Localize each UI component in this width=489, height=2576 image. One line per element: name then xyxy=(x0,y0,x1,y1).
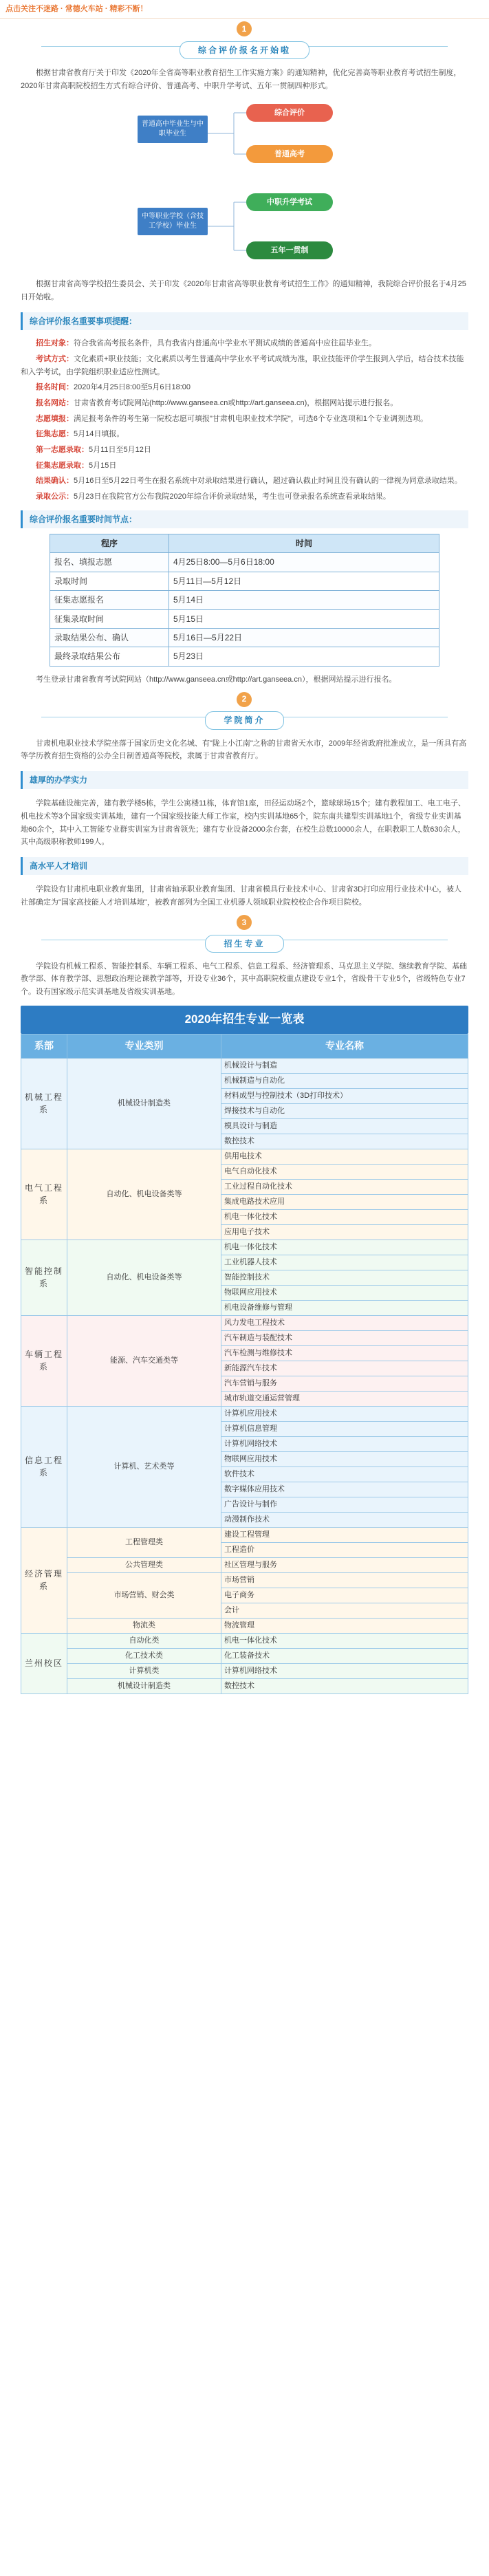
category-cell: 计算机、艺术类等 xyxy=(67,1406,221,1527)
major-cell: 计算机信息管理 xyxy=(221,1421,468,1436)
schedule-row xyxy=(50,572,439,590)
section-title: 招生专业 xyxy=(205,935,283,953)
flow-source-vocational: 中等职业学校（含技工学校）毕业生 xyxy=(138,208,208,235)
majors-row xyxy=(21,1663,468,1678)
majors-row xyxy=(21,1315,468,1330)
schedule-row xyxy=(50,591,439,609)
section-header-1 xyxy=(0,19,489,64)
reminder-value: 2020年4月25日8:00至5月6日18:00 xyxy=(74,383,191,392)
dept-cell: 车辆工程系 xyxy=(21,1315,67,1406)
majors-row xyxy=(21,1240,468,1255)
major-cell: 数控技术 xyxy=(221,1134,468,1149)
major-cell: 计算机网络技术 xyxy=(221,1436,468,1451)
major-cell: 供用电技术 xyxy=(221,1149,468,1164)
major-cell: 机械设计与制造 xyxy=(221,1058,468,1073)
major-cell: 集成电路技术应用 xyxy=(221,1194,468,1209)
section-number: 2 xyxy=(237,692,252,707)
subheading-talent: 高水平人才培训 xyxy=(21,857,468,875)
reminder-value: 5月23日在我院官方公布我院2020年综合评价录取结果，考生也可登录报名系统查看录取结果。 xyxy=(74,493,391,501)
major-cell: 物联网应用技术 xyxy=(221,1451,468,1466)
majors-table-title: 2020年招生专业一览表 xyxy=(21,1006,468,1034)
schedule-step: 报名、填报志愿 xyxy=(50,553,169,572)
flow-path-gaokao: 普通高考 xyxy=(246,145,333,163)
section-header-3 xyxy=(0,912,489,957)
reminder-item xyxy=(0,380,489,396)
major-cell: 动漫制作技术 xyxy=(221,1512,468,1527)
reminder-key: 报名时间： xyxy=(36,383,74,392)
category-cell: 自动化、机电设备类等 xyxy=(67,1240,221,1315)
major-cell: 建设工程管理 xyxy=(221,1527,468,1542)
reminder-item xyxy=(0,473,489,489)
reminder-key: 第一志愿录取： xyxy=(36,445,89,454)
schedule-time: 5月16日—5月22日 xyxy=(169,629,439,647)
major-cell: 工程造价 xyxy=(221,1542,468,1557)
schedule-row xyxy=(50,647,439,666)
majors-row xyxy=(21,1527,468,1542)
major-cell: 电子商务 xyxy=(221,1588,468,1603)
major-cell: 数字媒体应用技术 xyxy=(221,1482,468,1497)
majors-row xyxy=(21,1633,468,1648)
major-cell: 焊接技术与自动化 xyxy=(221,1103,468,1118)
flow-path-five-year: 五年一贯制 xyxy=(246,241,333,259)
strength-paragraph: 学院基础设施完善，建有教学楼5栋，学生公寓楼11栋，体育馆1座，田径运动场2个，篮球球场15个；建有教程加工、电工电子、机电技术等3个国家级实训基地，建有一个国家级技能大师工作室，校内实训基地65个，院东南共建型实训基地1个，省级专业实训基地60余个，其中入工智能专业群实训室为甘肃省领先；建有专业设备2000余台套，在校生总数10000余人，在职教职工人数630余人，其中高级职称教师199人。 xyxy=(21,799,466,847)
category-cell: 机械设计制造类 xyxy=(67,1678,221,1693)
category-cell: 机械设计制造类 xyxy=(67,1058,221,1149)
reminder-value: 甘肃省教育考试院网站(http://www.ganseea.cn或http://art.ganseea.cn)，根据网站提示进行报名。 xyxy=(74,398,398,407)
major-cell: 化工装备技术 xyxy=(221,1648,468,1663)
intro-paragraph-2: 根据甘肃省高等学校招生委员会、关于印发《2020年甘肃省高等职业教育考试招生工作》的通知精神，我院综合评价报名于4月25日开始啦。 xyxy=(21,280,466,302)
reminder-key: 招生对象： xyxy=(36,339,74,348)
major-cell: 软件技术 xyxy=(221,1466,468,1482)
reminder-list xyxy=(0,336,489,505)
section-number: 3 xyxy=(237,915,252,930)
major-cell: 材料成型与控制技术（3D打印技术） xyxy=(221,1088,468,1103)
majors-row xyxy=(21,1618,468,1633)
major-cell: 城市轨道交通运营管理 xyxy=(221,1391,468,1406)
schedule-step: 征集录取时间 xyxy=(50,609,169,628)
dept-cell: 兰州校区 xyxy=(21,1633,67,1693)
major-cell: 汽车检测与维修技术 xyxy=(221,1345,468,1361)
schedule-step: 征集志愿报名 xyxy=(50,591,169,609)
major-cell: 应用电子技术 xyxy=(221,1224,468,1240)
reminder-key: 征集志愿： xyxy=(36,430,74,439)
major-cell: 工业过程自动化技术 xyxy=(221,1179,468,1194)
schedule-table xyxy=(50,534,439,667)
reminder-key: 征集志愿录取： xyxy=(36,461,89,470)
talent-paragraph: 学院设有甘肃机电职业教育集团，甘肃省轴承职业教育集团、甘肃省模具行业技术中心、甘肃省3D打印应用行业技术中心，被人社部确定为"国家高技能人才培训基地"，被教育部列为全国工业机器人领域职业院校校企合作项目院校。 xyxy=(21,885,462,907)
flow-connectors xyxy=(0,99,489,271)
reminder-key: 志愿填报： xyxy=(36,414,74,423)
intro-paragraph: 根据甘肃省教育厅关于印发《2020年全省高等职业教育招生工作实施方案》的通知精神，优化完善高等职业教育考试招生制度，2020年甘肃高职院校招生方式有综合评价、普通高考、中职升学考试、五年一贯制四种形式。 xyxy=(21,69,461,90)
majors-row xyxy=(21,1648,468,1663)
reminder-item xyxy=(0,458,489,474)
schedule-header: 程序 xyxy=(50,534,169,553)
major-cell: 新能源汽车技术 xyxy=(221,1361,468,1376)
majors-row xyxy=(21,1149,468,1164)
majors-row xyxy=(21,1058,468,1073)
major-cell: 汽车营销与服务 xyxy=(221,1376,468,1391)
schedule-row xyxy=(50,609,439,628)
reminder-item xyxy=(0,442,489,458)
major-cell: 社区管理与服务 xyxy=(221,1557,468,1572)
reminder-value: 5月11日至5月12日 xyxy=(89,445,151,454)
flow-path-comprehensive: 综合评价 xyxy=(246,104,333,122)
category-cell: 工程管理类 xyxy=(67,1527,221,1557)
category-cell: 自动化类 xyxy=(67,1633,221,1648)
dept-cell: 机械工程系 xyxy=(21,1058,67,1149)
major-cell: 物联网应用技术 xyxy=(221,1285,468,1300)
major-cell: 机械制造与自动化 xyxy=(221,1073,468,1088)
major-cell: 物流管理 xyxy=(221,1618,468,1633)
major-cell: 计算机网络技术 xyxy=(221,1663,468,1678)
flow-source-highschool: 普通高中毕业生与中职毕业生 xyxy=(138,116,208,143)
category-cell: 化工技术类 xyxy=(67,1648,221,1663)
dept-cell: 信息工程系 xyxy=(21,1406,67,1527)
majors-row xyxy=(21,1678,468,1693)
schedule-step: 录取时间 xyxy=(50,572,169,590)
reminder-value: 5月15日 xyxy=(89,461,117,470)
reminder-item xyxy=(0,426,489,442)
category-cell: 物流类 xyxy=(67,1618,221,1633)
reminder-item xyxy=(0,396,489,411)
major-cell: 风力发电工程技术 xyxy=(221,1315,468,1330)
category-cell: 计算机类 xyxy=(67,1663,221,1678)
major-cell: 会计 xyxy=(221,1603,468,1618)
dept-cell: 智能控制系 xyxy=(21,1240,67,1315)
category-cell: 能源、汽车交通类等 xyxy=(67,1315,221,1406)
dept-cell: 经济管理系 xyxy=(21,1527,67,1633)
schedule-row xyxy=(50,629,439,647)
reminder-value: 满足报考条件的考生第一院校志愿可填报"甘肃机电职业技术学院"，可选6个专业选项和1个专业调剂选项。 xyxy=(74,414,428,423)
schedule-time: 5月23日 xyxy=(169,647,439,666)
enrollment-flow-diagram xyxy=(0,99,489,271)
major-cell: 模具设计与制造 xyxy=(221,1118,468,1134)
major-cell: 电气自动化技术 xyxy=(221,1164,468,1179)
subheading-strength: 雄厚的办学实力 xyxy=(21,771,468,789)
top-banner: 点击关注不迷路 · 常德火车站 · 精彩不断！ xyxy=(0,0,489,19)
major-cell: 市场营销 xyxy=(221,1572,468,1588)
schedule-time: 4月25日8:00—5月6日18:00 xyxy=(169,553,439,572)
major-cell: 汽车制造与装配技术 xyxy=(221,1330,468,1345)
category-cell: 自动化、机电设备类等 xyxy=(67,1149,221,1240)
subheading-reminders: 综合评价报名重要事项提醒： xyxy=(21,312,468,330)
section-number: 1 xyxy=(237,21,252,36)
reminder-key: 报名网站： xyxy=(36,398,74,407)
reminder-value: 5月16日至5月22日考生在报名系统中对录取结果进行确认，超过确认截止时间且没有确认的一律视为同意录取结果。 xyxy=(74,477,462,486)
major-cell: 智能控制技术 xyxy=(221,1270,468,1285)
schedule-step: 录取结果公布、确认 xyxy=(50,629,169,647)
schedule-time: 5月11日—5月12日 xyxy=(169,572,439,590)
major-cell: 计算机应用技术 xyxy=(221,1406,468,1421)
schedule-note: 考生登录甘肃省教育考试院网站（http://www.ganseea.cn或http://art.ganseea.cn），根据网站提示进行报名。 xyxy=(36,675,397,684)
reminder-value: 文化素质+职业技能；文化素质以考生普通高中学业水平考试成绩为准，职业技能评价学生报到入学后，结合技术技能和入学考试，由学院组织职业适应性测试。 xyxy=(21,354,464,376)
schedule-time: 5月14日 xyxy=(169,591,439,609)
major-cell: 机电一体化技术 xyxy=(221,1240,468,1255)
schedule-header: 时间 xyxy=(169,534,439,553)
reminder-item xyxy=(0,411,489,427)
majors-header: 专业类别 xyxy=(67,1034,221,1058)
section-header-2 xyxy=(0,689,489,735)
major-cell: 机电设备维修与管理 xyxy=(221,1300,468,1315)
reminder-key: 考试方式： xyxy=(36,354,74,363)
major-cell: 工业机器人技术 xyxy=(221,1255,468,1270)
majors-header: 专业名称 xyxy=(221,1034,468,1058)
majors-header: 系部 xyxy=(21,1034,67,1058)
subheading-timeline: 综合评价报名重要时间节点： xyxy=(21,510,468,528)
reminder-value: 符合我省高考报名条件，具有我省内普通高中学业水平测试成绩的普通高中应往届毕业生。 xyxy=(74,339,376,348)
reminder-value: 5月14日填报。 xyxy=(74,430,124,439)
category-cell: 市场营销、财会类 xyxy=(67,1572,221,1618)
majors-intro: 学院设有机械工程系、智能控制系、车辆工程系、电气工程系、信息工程系、经济管理系、马克思主义学院、继续教育学院、基础教学部、体育教学部、思想政治理论课教学部等，开设专业36个，其中高职院校重点建设专业1个，省级骨干专业5个，省级特色专业7个。设有国家级示范实训基地及省级实训基地。 xyxy=(21,962,467,997)
flow-path-vocational-exam: 中职升学考试 xyxy=(246,193,333,211)
category-cell: 公共管理类 xyxy=(67,1557,221,1572)
majors-row xyxy=(21,1572,468,1588)
schedule-time: 5月15日 xyxy=(169,609,439,628)
reminder-key: 结果确认： xyxy=(36,477,74,486)
college-intro: 甘肃机电职业技术学院坐落于国家历史文化名城、有"陇上小江南"之称的甘肃省天水市，2009年经省政府批准成立，是一所具有高等学历教育招生资格的公办全日制普通高等院校，隶属于甘肃省教育厅。 xyxy=(21,739,467,761)
reminder-item xyxy=(0,351,489,380)
major-cell: 机电一体化技术 xyxy=(221,1209,468,1224)
major-cell: 数控技术 xyxy=(221,1678,468,1693)
dept-cell: 电气工程系 xyxy=(21,1149,67,1240)
major-cell: 广告设计与制作 xyxy=(221,1497,468,1512)
reminder-key: 录取公示： xyxy=(36,493,74,501)
majors-row xyxy=(21,1557,468,1572)
section-title: 综合评价报名开始啦 xyxy=(180,41,309,59)
majors-row xyxy=(21,1406,468,1421)
schedule-row xyxy=(50,553,439,572)
schedule-step: 最终录取结果公布 xyxy=(50,647,169,666)
majors-table xyxy=(21,1034,468,1694)
major-cell: 机电一体化技术 xyxy=(221,1633,468,1648)
reminder-item xyxy=(0,489,489,505)
section-title: 学院简介 xyxy=(205,711,283,729)
reminder-item xyxy=(0,336,489,351)
